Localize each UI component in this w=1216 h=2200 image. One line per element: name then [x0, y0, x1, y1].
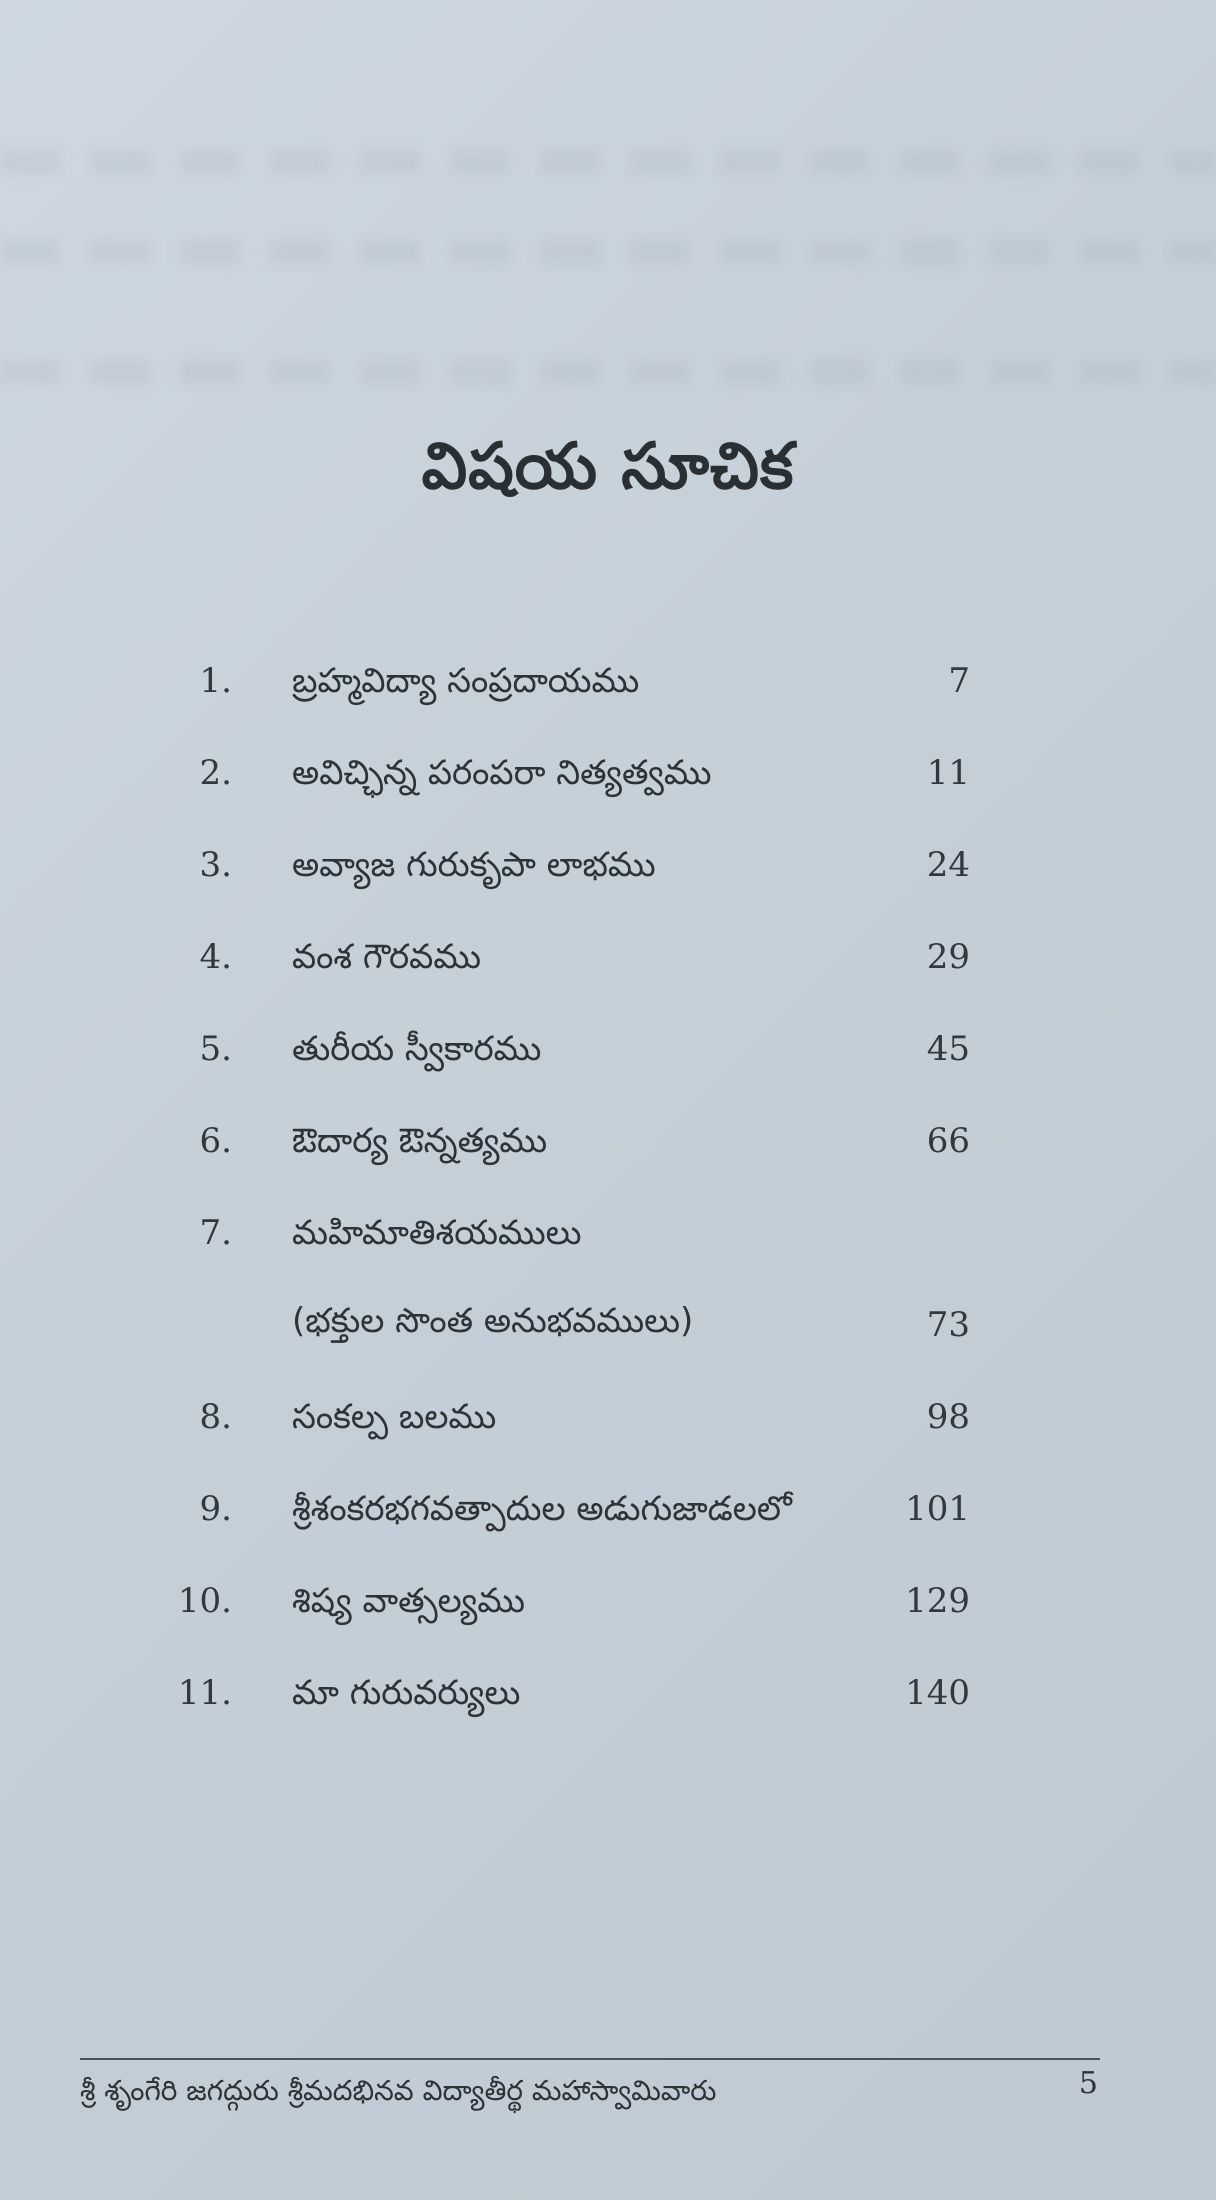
- toc-entry: [120, 936, 970, 1028]
- toc-entry: [120, 1120, 970, 1212]
- toc-page: 7: [948, 661, 970, 701]
- toc-entry: [120, 1580, 970, 1672]
- toc-title: సంకల్ప బలము: [292, 1397, 497, 1437]
- toc-title: ఔదార్య ఔన్నత్యము: [292, 1121, 548, 1161]
- toc-entry: [120, 1488, 970, 1580]
- bleed-through-text: [0, 360, 1216, 384]
- toc-number: 7.: [199, 1213, 232, 1253]
- toc-page: 11: [926, 753, 970, 793]
- toc-number: 10.: [177, 1581, 232, 1621]
- toc-page: 66: [926, 1121, 970, 1161]
- toc-number: 3.: [199, 845, 232, 885]
- toc-number: 6.: [199, 1121, 232, 1161]
- toc-number: 5.: [199, 1029, 232, 1069]
- toc-number: 8.: [199, 1397, 232, 1437]
- toc-number: 9.: [199, 1489, 232, 1529]
- toc-title: మా గురువర్యులు: [292, 1673, 521, 1713]
- running-footer: శ్రీ శృంగేరి జగద్గురు శ్రీమదభినవ విద్యాతీర్థ మహాస్వామివారు: [80, 2074, 717, 2107]
- toc-entry: [120, 660, 970, 752]
- bleed-through-text: [0, 150, 1216, 174]
- toc-title: శ్రీశంకరభగవత్పాదుల అడుగుజాడలలో: [292, 1489, 792, 1529]
- toc-entry: [120, 844, 970, 936]
- toc-title: వంశ గౌరవము: [292, 937, 482, 977]
- toc-title: బ్రహ్మవిద్యా సంప్రదాయము: [292, 661, 640, 701]
- toc-title: తురీయ స్వీకారము: [292, 1029, 542, 1069]
- toc-entry: [120, 1672, 970, 1764]
- toc-title: అవిచ్ఛిన్న పరంపరా నిత్యత్వము: [292, 753, 712, 793]
- toc-page: 29: [926, 937, 970, 977]
- table-of-contents: [120, 660, 970, 1764]
- toc-number: 4.: [199, 937, 232, 977]
- toc-page: 140: [905, 1673, 970, 1713]
- toc-page: 24: [926, 845, 970, 885]
- toc-page: 45: [926, 1029, 970, 1069]
- toc-page: 129: [905, 1581, 970, 1621]
- page-number: 5: [1078, 2066, 1098, 2101]
- bleed-through-text: [0, 240, 1216, 264]
- toc-page: 101: [905, 1489, 970, 1529]
- toc-entry: [120, 1396, 970, 1488]
- toc-title: అవ్యాజ గురుకృపా లాభము: [292, 845, 656, 885]
- toc-title: శిష్య వాత్సల్యము: [292, 1581, 526, 1621]
- toc-page: 73: [926, 1305, 970, 1345]
- toc-number: 2.: [199, 753, 232, 793]
- toc-entry: [120, 1028, 970, 1120]
- footer-divider: [80, 2058, 1100, 2060]
- toc-title: మహిమాతిశయములు: [292, 1213, 582, 1253]
- toc-entry: [120, 752, 970, 844]
- toc-number: 1.: [199, 661, 232, 701]
- toc-page: 98: [926, 1397, 970, 1437]
- toc-number: 11.: [177, 1673, 232, 1713]
- toc-title-continuation: (భక్తుల సొంత అనుభవములు): [292, 1300, 694, 1341]
- toc-entry: [120, 1212, 970, 1396]
- page-title: విషయ సూచిక: [421, 430, 795, 504]
